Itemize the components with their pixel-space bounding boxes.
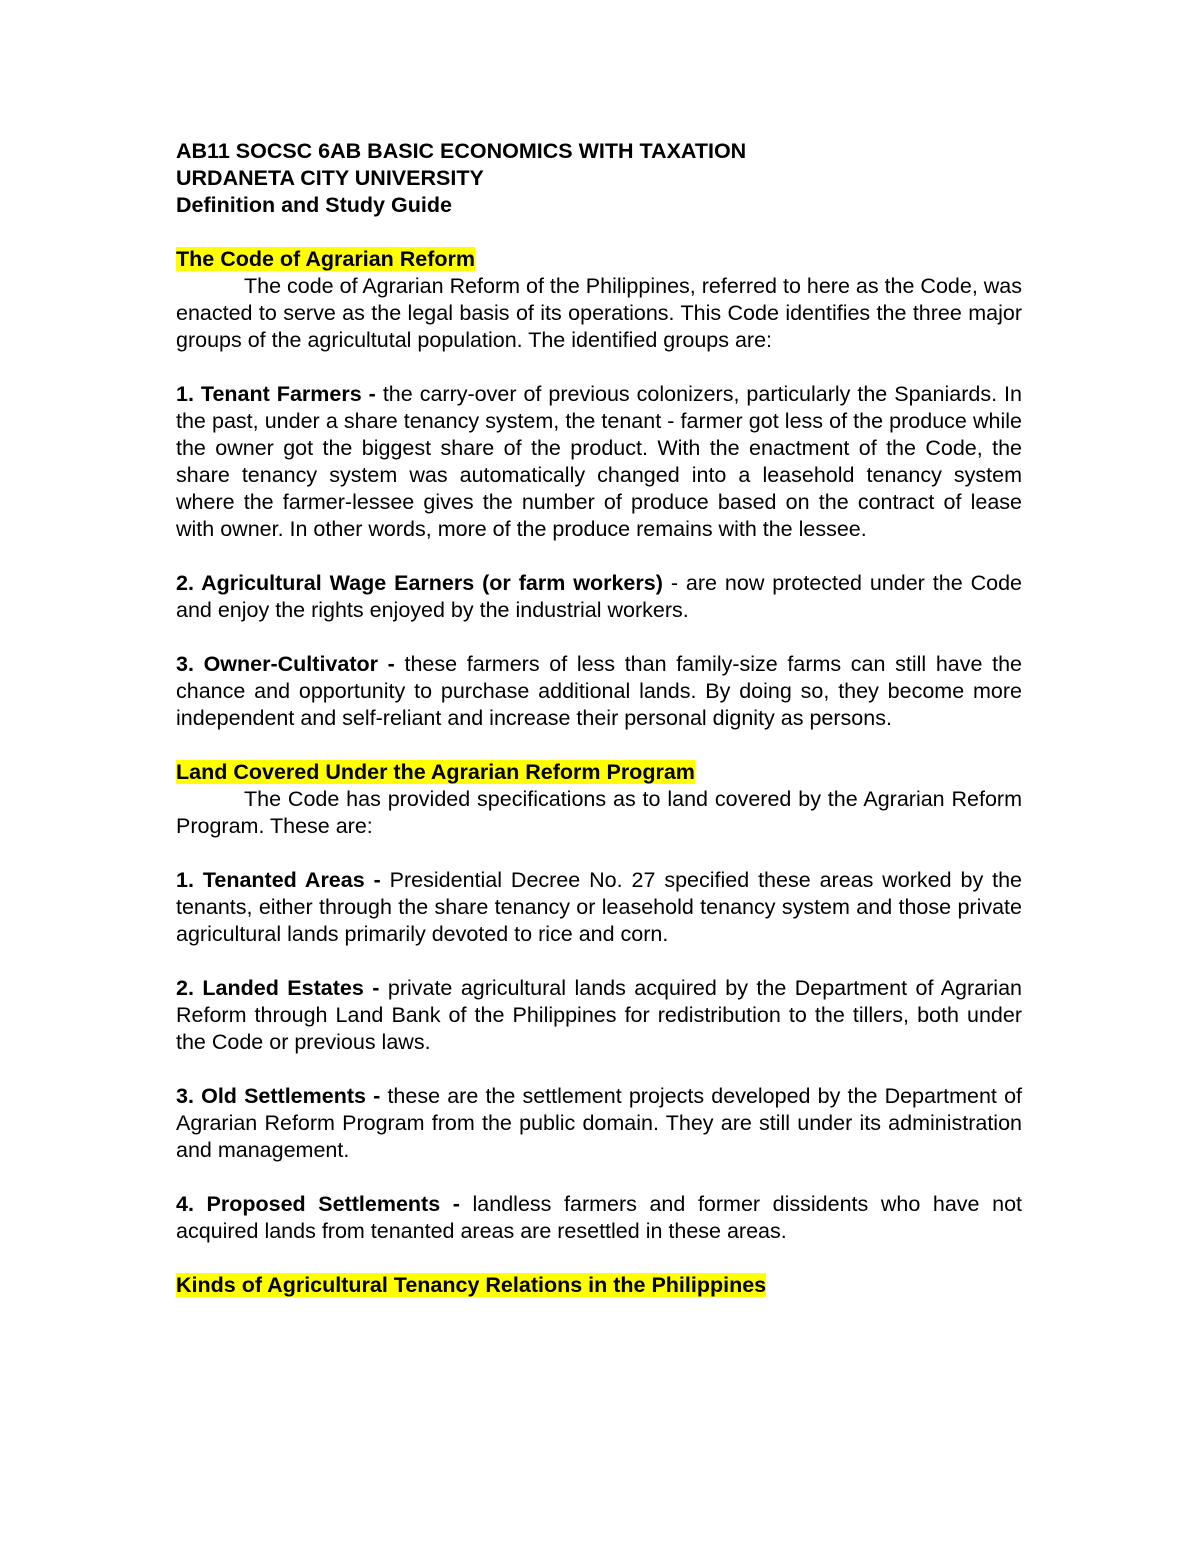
item-term: 4. Proposed Settlements - — [176, 1192, 460, 1216]
item-term: 2. Agricultural Wage Earners (or farm workers) — [176, 571, 663, 595]
item-text: landless farmers and former dissidents who have not acquired lands from tenanted areas are resettled in these areas. — [176, 1192, 1023, 1243]
document-header — [176, 138, 1022, 219]
section-heading — [176, 1272, 1022, 1299]
item-term: 3. Owner-Cultivator - — [176, 652, 395, 676]
section-heading — [176, 759, 1022, 786]
item-text: these are the settlement projects developed by the Department of Agrarian Reform Program from the public domain. They are still under its administration and management. — [176, 1084, 1022, 1162]
section-heading-highlight: Kinds of Agricultural Tenancy Relations in the Philippines — [176, 1273, 767, 1297]
course-title: AB11 SOCSC 6AB BASIC ECONOMICS WITH TAXATION — [176, 139, 747, 163]
list-item — [176, 1083, 1022, 1164]
list-item — [176, 867, 1022, 948]
section-tenancy-relations — [176, 1272, 1022, 1299]
item-text: the carry-over of previous colonizers, particularly the Spaniards. In the past, under a share tenancy system, the tenant - farmer got less of the produce while the owner got the biggest share of the product. With the enactment of the Code, the share tenancy system was automatically changed into a leasehold tenancy system where the farmer-lessee gives the number of produce based on the contract of lease with owner. In other words, more of the produce remains with the lessee. — [176, 382, 1022, 541]
item-term: 1. Tenant Farmers - — [176, 382, 376, 406]
list-item — [176, 651, 1022, 732]
section-code-of-agrarian-reform — [176, 246, 1022, 732]
list-item — [176, 381, 1022, 543]
section-heading-highlight: Land Covered Under the Agrarian Reform Program — [176, 760, 695, 784]
section-land-covered — [176, 759, 1022, 1245]
document-subtitle: Definition and Study Guide — [176, 193, 452, 217]
list-item — [176, 975, 1022, 1056]
section-intro: The code of Agrarian Reform of the Philippines, referred to here as the Code, was enacted to serve as the legal basis of its operations. This Code identifies the three major groups of the agricultutal population. The identified groups are: — [176, 274, 1023, 352]
university-name: URDANETA CITY UNIVERSITY — [176, 166, 484, 190]
document-page — [176, 138, 1022, 1299]
list-item — [176, 570, 1022, 624]
item-text: private agricultural lands acquired by the Department of Agrarian Reform through Land Bank of the Philippines for redistribution to the tillers, both under the Code or previous laws. — [176, 976, 1022, 1054]
item-text: these farmers of less than family-size farms can still have the chance and opportunity to purchase additional lands. By doing so, they become more independent and self-reliant and increase their personal dignity as persons. — [176, 652, 1022, 730]
item-term: 3. Old Settlements - — [176, 1084, 381, 1108]
section-heading-highlight: The Code of Agrarian Reform — [176, 247, 476, 271]
item-term: 2. Landed Estates - — [176, 976, 380, 1000]
list-item — [176, 1191, 1022, 1245]
item-text: - are now protected under the Code and enjoy the rights enjoyed by the industrial workers. — [176, 571, 1022, 622]
item-text: Presidential Decree No. 27 specified these areas worked by the tenants, either through the share tenancy or leasehold tenancy system and those private agricultural lands primarily devoted to rice and corn. — [176, 868, 1022, 946]
item-term: 1. Tenanted Areas - — [176, 868, 381, 892]
section-intro: The Code has provided specifications as to land covered by the Agrarian Reform Program. These are: — [176, 787, 1022, 838]
section-heading — [176, 246, 1022, 273]
